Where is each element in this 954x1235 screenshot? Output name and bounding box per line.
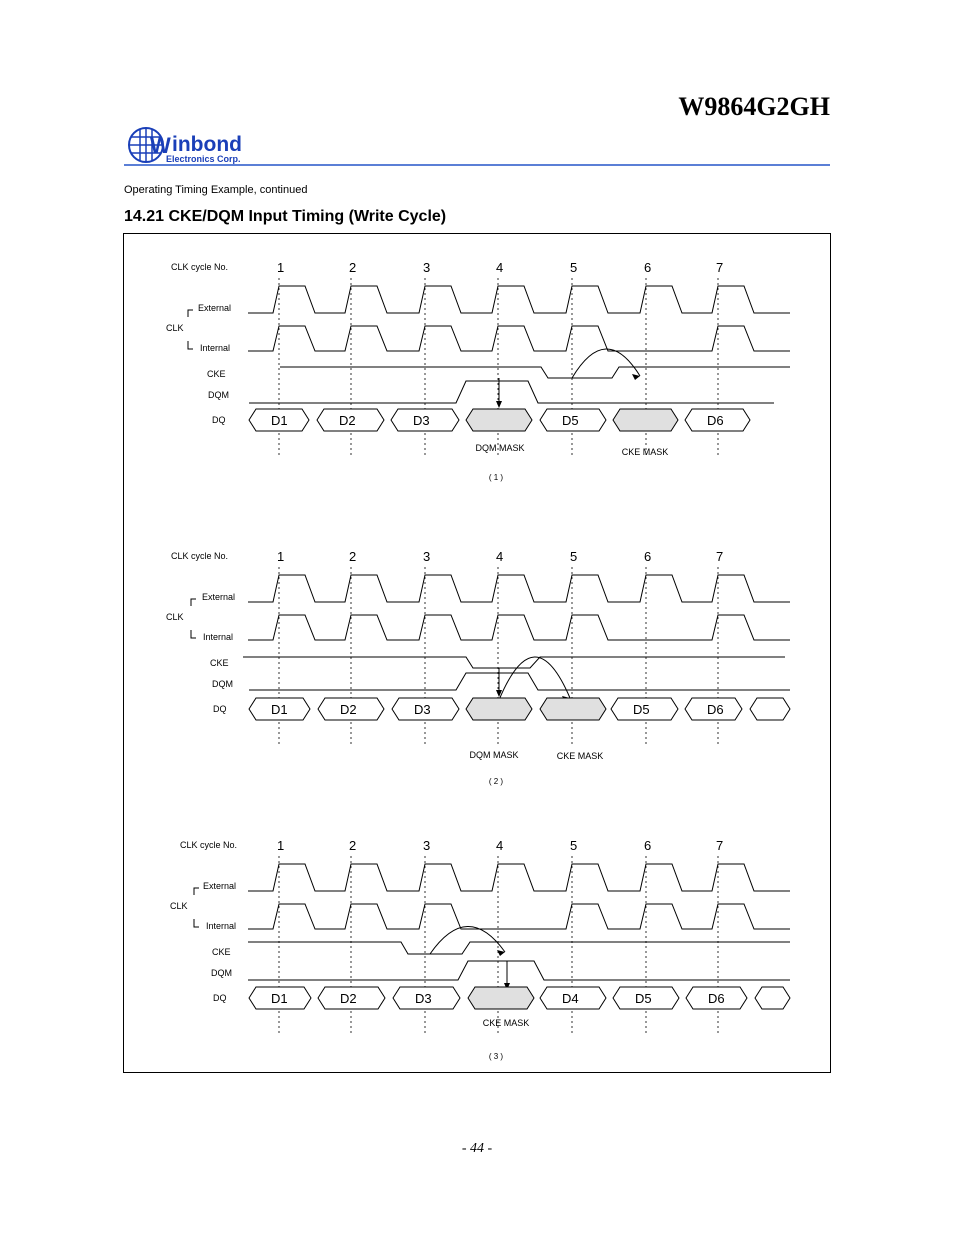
cke-waveform — [280, 367, 790, 378]
cycle-number: 5 — [570, 549, 578, 564]
cke-waveform — [243, 657, 785, 668]
dq-data-label: D1 — [271, 413, 288, 428]
bracket-top — [191, 599, 196, 606]
cke-label: CKE — [207, 369, 226, 379]
dqm-label: DQM — [212, 679, 233, 689]
internal-label: Internal — [203, 632, 234, 642]
clk-cycle-label: CLK cycle No. — [171, 262, 229, 272]
dq-mask-cell — [466, 409, 532, 431]
cke-arrow — [430, 926, 505, 954]
bracket-bottom — [194, 919, 199, 927]
dq-label: DQ — [213, 704, 227, 714]
internal-label: Internal — [206, 921, 237, 931]
dq-mask-cell — [613, 409, 678, 431]
cycle-number: 4 — [496, 838, 504, 853]
cycle-number: 6 — [644, 260, 652, 275]
dqm-waveform — [249, 381, 774, 403]
dq-data-label: D1 — [271, 991, 288, 1006]
cycle-number: 7 — [716, 260, 724, 275]
cycle-number: 2 — [349, 549, 357, 564]
clk-internal-waveform — [248, 615, 790, 640]
dq-data-cell — [750, 698, 790, 720]
dq-data-label: D5 — [562, 413, 579, 428]
dq-data-label: D2 — [340, 702, 357, 717]
clk-external-waveform — [248, 864, 790, 891]
cycle-number: 6 — [644, 549, 652, 564]
dq-data-label: D3 — [413, 413, 430, 428]
bracket-top — [194, 888, 199, 895]
cke-label: CKE — [212, 947, 231, 957]
dq-data-label: D2 — [339, 413, 356, 428]
cycle-number: 5 — [570, 260, 578, 275]
logo-subtext: Electronics Corp. — [166, 154, 241, 164]
cycle-number: 1 — [277, 549, 285, 564]
timing-diagram-2 — [166, 549, 790, 786]
clk-cycle-label: CLK cycle No. — [180, 840, 238, 850]
dqm-label: DQM — [208, 390, 229, 400]
dq-data-label: D5 — [633, 702, 650, 717]
section-title: 14.21 CKE/DQM Input Timing (Write Cycle) — [124, 208, 447, 225]
dq-data-label: D4 — [562, 991, 579, 1006]
external-label: External — [203, 881, 237, 891]
mask-label: CKE MASK — [621, 447, 669, 457]
cycle-number: 7 — [716, 838, 724, 853]
external-label: External — [202, 592, 236, 602]
bracket-bottom — [191, 630, 196, 638]
mask-label: DQM MASK — [475, 443, 525, 453]
cke-waveform — [248, 942, 790, 954]
cycle-number: 4 — [496, 260, 504, 275]
clk-external-waveform — [248, 286, 790, 313]
cycle-number: 4 — [496, 549, 504, 564]
external-label: External — [198, 303, 232, 313]
logo-text: inbond — [172, 133, 242, 156]
dq-data-label: D6 — [707, 413, 724, 428]
cycle-number: 3 — [423, 838, 431, 853]
cycle-number: 1 — [277, 260, 285, 275]
dq-data-label: D1 — [271, 702, 288, 717]
cycle-number: 6 — [644, 838, 652, 853]
cycle-number: 7 — [716, 549, 724, 564]
dq-mask-cell — [466, 698, 532, 720]
cycle-number: 1 — [277, 838, 285, 853]
dq-label: DQ — [212, 415, 226, 425]
dq-data-label: D3 — [415, 991, 432, 1006]
timing-diagram-3 — [170, 838, 790, 1061]
dq-mask-cell — [540, 698, 606, 720]
page-number: - 44 - — [461, 1141, 493, 1156]
dq-data-cell — [755, 987, 790, 1009]
bracket-top — [188, 310, 193, 317]
dq-data-label: D6 — [708, 991, 725, 1006]
clk-label: CLK — [166, 323, 184, 333]
dqm-waveform — [248, 961, 790, 980]
clk-label: CLK — [166, 612, 184, 622]
arrowhead-icon — [496, 401, 502, 408]
internal-label: Internal — [200, 343, 231, 353]
mask-label: DQM MASK — [469, 750, 519, 760]
clk-cycle-label: CLK cycle No. — [171, 551, 229, 561]
dq-mask-cell — [468, 987, 534, 1009]
dq-data-label: D3 — [414, 702, 431, 717]
dq-data-label: D5 — [635, 991, 652, 1006]
dq-data-label: D2 — [340, 991, 357, 1006]
cycle-number: 2 — [349, 838, 357, 853]
cycle-number: 3 — [423, 549, 431, 564]
clk-external-waveform — [248, 575, 790, 602]
cycle-number: 5 — [570, 838, 578, 853]
bracket-bottom — [188, 341, 193, 349]
dqm-label: DQM — [211, 968, 232, 978]
diagram-caption: ( 2 ) — [488, 777, 504, 786]
dq-data-label: D6 — [707, 702, 724, 717]
clk-internal-waveform — [248, 904, 790, 929]
clk-internal-waveform — [248, 326, 790, 351]
subtitle: Operating Timing Example, continued — [124, 184, 308, 196]
svg-text:W: W — [150, 133, 171, 158]
diagram-caption: ( 3 ) — [488, 1052, 504, 1061]
mask-label: CKE MASK — [482, 1018, 530, 1028]
cke-label: CKE — [210, 658, 229, 668]
part-number: W9864G2GH — [678, 92, 830, 121]
timing-diagram-1 — [166, 260, 790, 482]
dq-label: DQ — [213, 993, 227, 1003]
cycle-number: 3 — [423, 260, 431, 275]
clk-label: CLK — [170, 901, 188, 911]
diagram-caption: ( 1 ) — [488, 473, 504, 482]
mask-label: CKE MASK — [556, 751, 604, 761]
dqm-waveform — [249, 673, 790, 690]
cke-arrow — [572, 349, 640, 378]
cycle-number: 2 — [349, 260, 357, 275]
